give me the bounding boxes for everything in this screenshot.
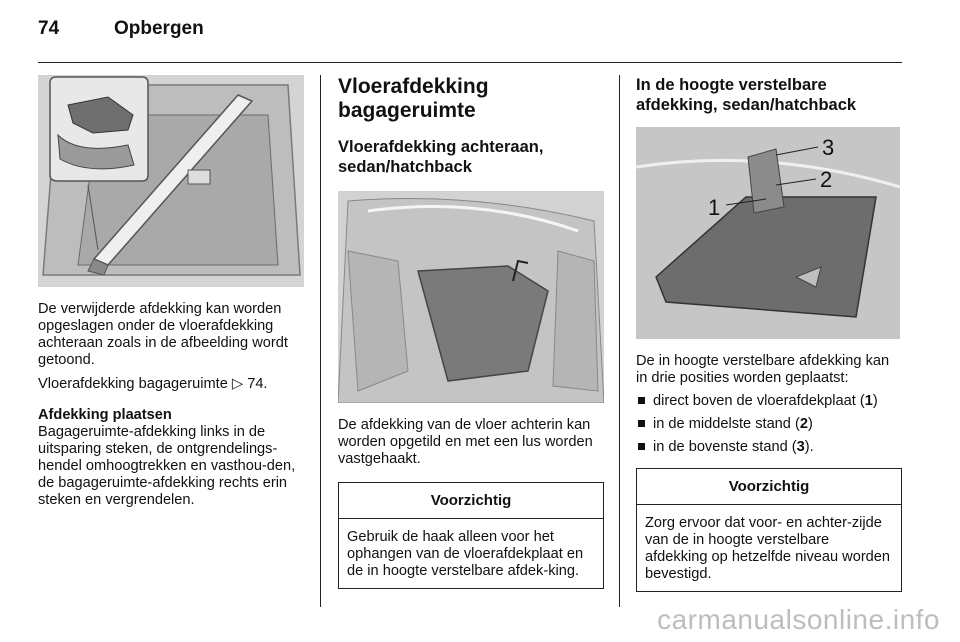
warning-body: Zorg ervoor dat voor- en achter-zijde van de in hoogte verstelbare afdekking op hetzelfde niveau worden bevestigd. bbox=[645, 515, 891, 582]
list-item: in de bovenste stand (3). bbox=[636, 439, 902, 456]
watermark: carmanualsonline.info bbox=[657, 604, 940, 635]
adjustable-cover-illustration bbox=[636, 127, 900, 339]
header-rule bbox=[38, 62, 902, 63]
arrow-icon: ▷ bbox=[231, 375, 244, 392]
caption-text: De verwijderde afdekking kan worden opgeslagen onder de vloerafdekking achteraan zoals in de afbeelding wordt getoond. bbox=[38, 301, 288, 368]
subheading: Afdekking plaatsen bbox=[38, 407, 172, 423]
bullet-icon bbox=[638, 397, 645, 404]
cross-reference[interactable]: Vloerafdekking bagageruimte ▷ 74. bbox=[38, 375, 268, 392]
column-divider bbox=[619, 75, 620, 607]
list-item: direct boven de vloerafdekplaat (1) bbox=[636, 393, 902, 410]
rear-floor-cover-illustration bbox=[338, 191, 604, 403]
warning-box bbox=[338, 482, 604, 589]
positions-list bbox=[636, 393, 902, 456]
section-title: Opbergen bbox=[114, 18, 204, 39]
section-heading: Vloerafdekking bagageruimte bbox=[338, 75, 489, 122]
column-divider bbox=[320, 75, 321, 607]
page-number: 74 bbox=[38, 18, 60, 39]
bullet-icon bbox=[638, 443, 645, 450]
section-heading: In de hoogte verstelbare afdekking, sedan/hatchback bbox=[636, 76, 857, 114]
page-header bbox=[38, 18, 204, 40]
column-middle bbox=[338, 75, 604, 589]
column-left bbox=[38, 75, 304, 509]
list-item: in de middelste stand (2) bbox=[636, 416, 902, 433]
warning-box bbox=[636, 468, 902, 592]
body-text: Bagageruimte-afdekking links in de uitsparing steken, de ontgrendelings-hendel omhoogtrekken en vasthou-den, de bagageruimte-afdekking rechts erin steken en vergrendelen. bbox=[38, 424, 296, 508]
bullet-icon bbox=[638, 420, 645, 427]
cargo-cover-stored-illustration bbox=[38, 75, 304, 287]
subheading: Vloerafdekking achteraan, sedan/hatchback bbox=[338, 138, 544, 176]
callout-1: 1 bbox=[708, 195, 721, 220]
body-text: De in hoogte verstelbare afdekking kan in drie posities worden geplaatst: bbox=[636, 353, 890, 386]
warning-title: Voorzichtig bbox=[339, 483, 603, 519]
body-text: De afdekking van de vloer achterin kan worden opgetild en met een lus worden vastgehaakt. bbox=[338, 417, 593, 467]
warning-title: Voorzichtig bbox=[637, 469, 901, 505]
warning-body: Gebruik de haak alleen voor het ophangen van de vloerafdekplaat en de in hoogte verstelbare afdek-king. bbox=[347, 529, 584, 579]
callout-2: 2 bbox=[820, 167, 833, 192]
column-right bbox=[636, 75, 902, 592]
callout-3: 3 bbox=[822, 135, 835, 160]
